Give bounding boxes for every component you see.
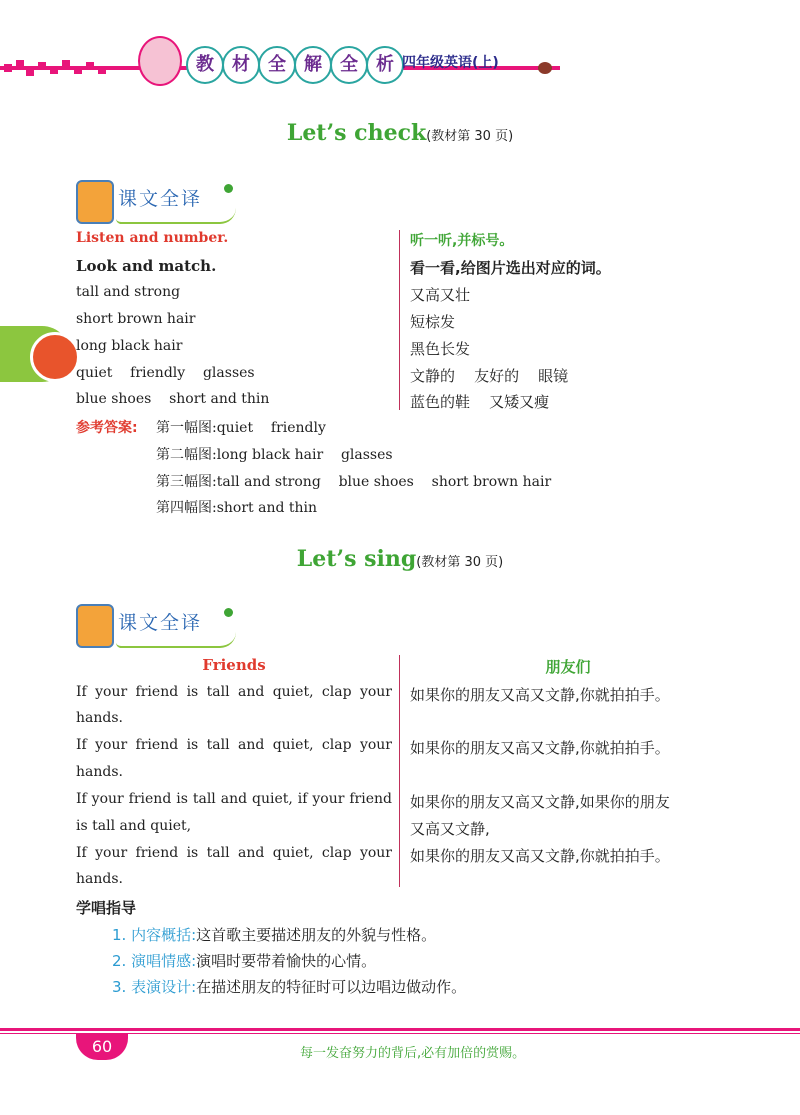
- lyric-en: hands.: [76, 764, 123, 780]
- header-dots: [0, 58, 140, 78]
- section-ref: (教材第 30 页): [426, 129, 514, 144]
- section-ref: (教材第 30 页): [416, 555, 504, 570]
- lyric-en: If your friend is tall and quiet, clap your: [76, 845, 392, 861]
- column-divider: [399, 230, 400, 410]
- lyric-zh: 如果你的朋友又高又文静,你就拍拍手。: [410, 739, 670, 757]
- guide-item: [112, 950, 376, 971]
- header-char: 解: [294, 46, 332, 84]
- section-title-text: Let’s check: [286, 120, 427, 146]
- lyric-en: If your friend is tall and quiet, clap your: [76, 684, 392, 700]
- answer-line: 第一幅图:quiet friendly: [156, 420, 326, 436]
- vocab-en: tall and strong: [76, 284, 181, 300]
- lyric-zh: 如果你的朋友又高又文静,你就拍拍手。: [410, 847, 670, 865]
- lyric-en: is tall and quiet,: [76, 818, 192, 834]
- section-title-sing: [0, 546, 800, 572]
- badge-dot: [224, 608, 233, 617]
- page-number: 60: [91, 1037, 113, 1056]
- header-end-dot: [538, 62, 552, 74]
- grade-label: 四年级英语(上): [402, 55, 499, 71]
- guide-num: 2.: [112, 952, 127, 970]
- book-icon: [76, 180, 114, 224]
- section-title-text: Let’s sing: [296, 546, 417, 572]
- badge-label: 课文全译: [118, 188, 203, 210]
- song-title-en: Friends: [202, 656, 266, 674]
- vocab-zh: 蓝色的鞋 又矮又瘦: [410, 393, 550, 411]
- header-char: 析: [366, 46, 404, 84]
- instruction-en: Look and match.: [76, 257, 217, 275]
- answer-line: 第四幅图:short and thin: [156, 500, 318, 516]
- vocab-en: short brown hair: [76, 311, 196, 327]
- section-title-check: [0, 120, 800, 146]
- lyric-zh: 如果你的朋友又高又文静,你就拍拍手。: [410, 686, 670, 704]
- lyric-zh: 如果你的朋友又高又文静,如果你的朋友: [410, 793, 670, 811]
- fox-face-icon: [30, 332, 80, 382]
- vocab-zh: 文静的 友好的 眼镜: [410, 367, 569, 385]
- instruction-en: Listen and number.: [76, 230, 229, 246]
- badge-dot: [224, 184, 233, 193]
- translation-badge: [76, 178, 246, 228]
- guide-label: 演唱情感:: [131, 952, 197, 970]
- vocab-zh: 黑色长发: [410, 340, 471, 358]
- lyric-en: hands.: [76, 710, 123, 726]
- mascot-icon: [138, 36, 182, 86]
- vocab-zh: 又高又壮: [410, 286, 471, 304]
- answer-line: 第二幅图:long black hair glasses: [156, 447, 393, 463]
- guide-item: [112, 924, 436, 945]
- header-char: 材: [222, 46, 260, 84]
- badge-swoosh: [116, 632, 236, 648]
- footer-motto: 每一发奋努力的背后,必有加倍的赏赐。: [300, 1046, 526, 1061]
- answer-label: 参考答案:: [76, 420, 138, 436]
- guide-num: 1.: [112, 926, 127, 944]
- instruction-zh: 看一看,给图片选出对应的词。: [410, 259, 611, 277]
- lyric-en: If your friend is tall and quiet, if your friend: [76, 791, 392, 807]
- guide-label: 表演设计:: [131, 978, 197, 996]
- answer-line: 第三幅图:tall and strong blue shoes short brown hair: [156, 474, 552, 490]
- header-char: 全: [258, 46, 296, 84]
- lyric-zh: 又高又文静,: [410, 820, 490, 838]
- footer-rule: [0, 1028, 800, 1031]
- guide-num: 3.: [112, 978, 127, 996]
- column-divider: [399, 655, 400, 887]
- vocab-en: quiet friendly glasses: [76, 365, 255, 381]
- guide-heading: 学唱指导: [76, 899, 137, 917]
- guide-item: [112, 976, 466, 997]
- guide-text: 演唱时要带着愉快的心情。: [196, 952, 377, 970]
- vocab-en: blue shoes short and thin: [76, 391, 270, 407]
- guide-text: 这首歌主要描述朋友的外貌与性格。: [196, 926, 437, 944]
- guide-text: 在描述朋友的特征时可以边唱边做动作。: [196, 978, 467, 996]
- badge-swoosh: [116, 208, 236, 224]
- guide-label: 内容概括:: [131, 926, 197, 944]
- book-icon: [76, 604, 114, 648]
- lyric-en: If your friend is tall and quiet, clap your: [76, 737, 392, 753]
- vocab-en: long black hair: [76, 338, 183, 354]
- instruction-zh: 听一听,并标号。: [410, 233, 514, 249]
- header-char: 教: [186, 46, 224, 84]
- song-title-zh: 朋友们: [545, 658, 591, 676]
- badge-label: 课文全译: [118, 612, 203, 634]
- header-char: 全: [330, 46, 368, 84]
- lyric-en: hands.: [76, 871, 123, 887]
- translation-badge: [76, 602, 246, 652]
- vocab-zh: 短棕发: [410, 313, 456, 331]
